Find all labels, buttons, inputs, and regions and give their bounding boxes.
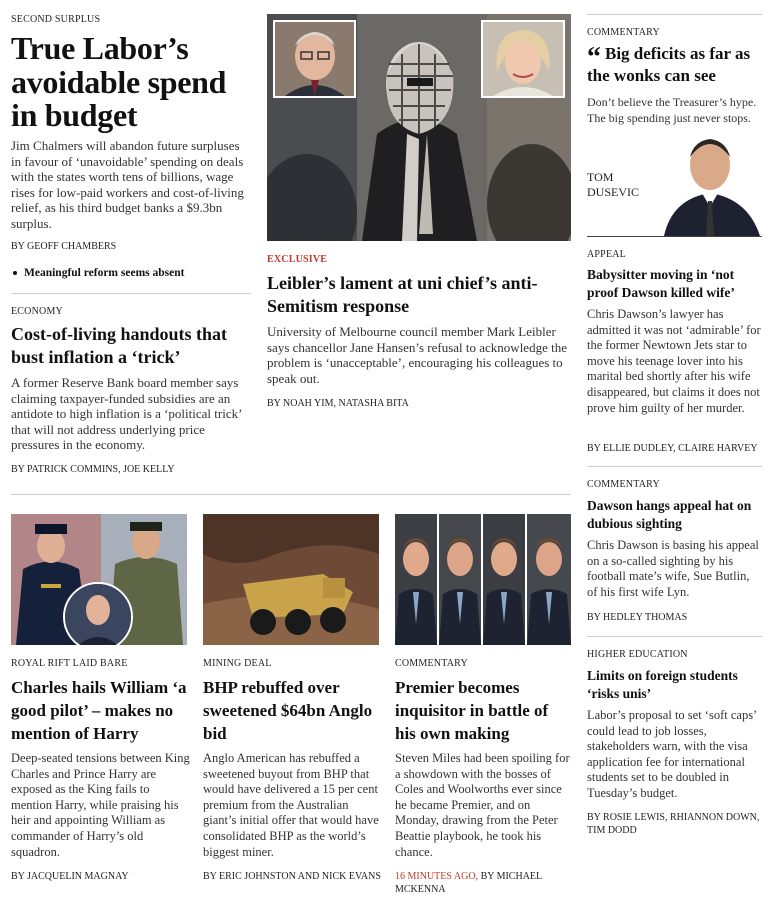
appeal-headline[interactable]: Babysitter moving in ‘not proof Dawson killed wife’ [587,267,735,300]
appeal-byline[interactable]: BY ELLIE DUDLEY, CLAIRE HARVEY [587,443,758,454]
mining-summary: Anglo American has rebuffed a sweetened buyout from BHP that would have delivered a 15 per cent premium from the Australian giant’s initial offer that would have consolidated BHP as the world’s biggest miner. [203,751,379,859]
higher-ed-headline[interactable]: Limits on foreign students ‘risks unis’ [587,668,738,701]
king-inset-portrait [63,582,133,645]
lead-byline[interactable]: BY GEOFF CHAMBERS [11,241,117,252]
divider [11,494,571,495]
divider [587,636,762,637]
higher-ed-byline-line-2: TIM DODD [587,825,637,836]
feature-kicker: EXCLUSIVE [267,254,328,265]
royal-headline[interactable]: Charles hails William ‘a good pilot’ – makes no mention of Harry [11,678,187,743]
lead-summary: Jim Chalmers will abandon future surpluses in favour of ‘unavoidable’ spending on deals with the states worth tens of billions, wage rises for low-paid workers and cost-of-living relief, as his third budget banks a $9.3bn surplus. [11,138,244,231]
commentary-top-summary: Don’t believe the Treasurer’s hype. The big spending just never stops. [587,95,757,125]
economy-kicker: ECONOMY [11,306,63,317]
mining-kicker: MINING DEAL [203,658,272,669]
premier-summary: Steven Miles had been spoiling for a showdown with the bosses of Coles and Woolworths ever since he became Premier, and on Monday, drawing from the Peter Beattie playbook, he took his chance. [395,751,570,859]
lead-headline-line-2: avoidable spend [11,63,227,100]
premier-timestamp: 16 MINUTES AGO, [395,871,479,882]
royal-image[interactable] [11,514,187,645]
dawson-headline[interactable]: Dawson hangs appeal hat on dubious sighting [587,498,752,531]
divider [587,466,762,467]
inset-portrait-right [481,20,565,98]
economy-byline[interactable]: BY PATRICK COMMINS, JOE KELLY [11,464,175,475]
mining-headline[interactable]: BHP rebuffed over sweetened $64bn Anglo bid [203,678,373,743]
premier-kicker: COMMENTARY [395,658,468,669]
commentary-top-headline-text: Big deficits as far as the wonks can see [587,44,751,85]
economy-headline[interactable]: Cost-of-living handouts that bust inflation a ‘trick’ [11,324,228,367]
premier-image[interactable] [395,514,571,645]
commentary-top-author[interactable] [587,170,639,200]
columnist-portrait-illustration [662,129,762,236]
dawson-summary: Chris Dawson is basing his appeal on a so-called sighting by his football mate’s wife, Sue Butlin, of his first wife Lyn. [587,538,759,599]
appeal-kicker: APPEAL [587,249,626,260]
higher-ed-byline[interactable] [587,811,759,837]
premier-portraits-illustration [395,514,571,645]
dawson-byline[interactable]: BY HEDLEY THOMAS [587,612,688,623]
lead-related-link[interactable] [13,266,253,280]
economy-summary: A former Reserve Bank board member says claiming taxpayer-funded subsidies are an antidote to high inflation is a ‘political trick’ that will not address underlying price pressures in the economy. [11,375,242,453]
woman-portrait-illustration [483,22,563,96]
author-first-name: TOM [587,170,614,184]
feature-byline[interactable]: BY NOAH YIM, NATASHA BITA [267,398,409,409]
lead-related-text: Meaningful reform seems absent [24,267,185,279]
higher-ed-summary: Labor’s proposal to set ‘soft caps’ could lead to job losses, stakeholders warn, with the visa application fee for international students set to be doubled in Tuesday’s budget. [587,708,757,800]
king-portrait-illustration [65,584,131,645]
haul-truck-illustration [203,514,379,645]
feature-image[interactable] [267,14,571,241]
bullet-icon [13,271,17,275]
premier-headline[interactable]: Premier becomes inquisitor in battle of his own making [395,678,549,743]
mining-image[interactable] [203,514,379,645]
premier-byline[interactable] [395,870,571,896]
feature-summary: University of Melbourne council member Mark Leibler says chancellor Jane Hansen’s refusal to acknowledge the problem is ‘unacceptable’, encouraging his colleagues to speak out. [267,324,567,386]
royal-byline[interactable]: BY JACQUELIN MAGNAY [11,871,129,882]
inset-portrait-left [273,20,356,98]
commentary-top-kicker: COMMENTARY [587,27,660,38]
author-last-name: DUSEVIC [587,185,640,199]
higher-ed-byline-line-1: BY ROSIE LEWIS, RHIANNON DOWN, [587,812,760,823]
commentary-top-headline[interactable] [587,43,763,86]
divider [587,14,762,15]
lead-kicker: SECOND SURPLUS [11,14,101,25]
divider [11,293,251,294]
mining-byline[interactable]: BY ERIC JOHNSTON AND NICK EVANS [203,871,381,882]
feature-headline[interactable]: Leibler’s lament at uni chief’s anti-Semitism response [267,273,538,316]
higher-ed-kicker: HIGHER EDUCATION [587,649,688,660]
lead-headline[interactable] [11,32,256,133]
royal-kicker: ROYAL RIFT LAID BARE [11,658,128,669]
quote-icon: “ [587,42,601,73]
dawson-kicker: COMMENTARY [587,479,660,490]
man-portrait-illustration [275,22,354,96]
lead-headline-line-1: True Labor’s [11,30,189,66]
royal-summary: Deep-seated tensions between King Charles and Prince Harry are exposed as the King fails to mention Harry, while praising his heir and appointing William as commander of Harry’s old squadron. [11,751,190,859]
premier-byline-text: BY MICHAEL MCKENNA [395,871,542,895]
lead-headline-line-3: in budget [11,97,138,133]
appeal-summary: Chris Dawson’s lawyer has admitted it was not ‘admirable’ for the former Newtown Jets star to move his teenage lover into his marital bed shortly after his wife disappeared, but claims it does not prove him guilty of her murder. [587,307,761,415]
divider [587,236,762,237]
columnist-headshot [662,129,762,236]
